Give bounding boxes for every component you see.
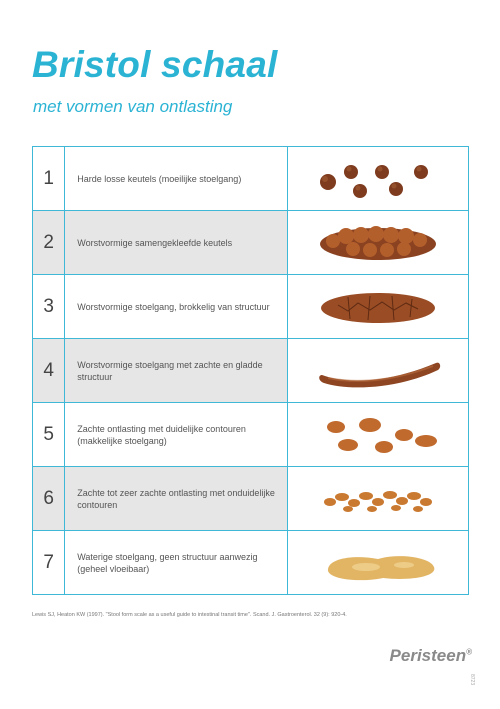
registered-mark: ® [466,647,472,657]
type-number: 5 [33,403,65,467]
page-title: Bristol schaal [32,44,278,85]
scale-row-7 [33,531,469,595]
type-number: 3 [33,275,65,339]
type-number: 4 [33,339,65,403]
type-illustration-cell [287,339,468,403]
type-illustration-cell [287,531,468,595]
type-illustration-cell [287,275,468,339]
document-code: 8723 [468,674,475,686]
reference-citation: Lewis SJ, Heaton KW (1997). "Stool form scale as a useful guide to intestinal transit time". Scand. J. Gastroenterol. 32 (9): 920-4. [32,612,347,618]
smooth-snake-illustration [288,341,468,401]
liquid-puddle-illustration [288,533,468,593]
type-description: Zachte tot zeer zachte ontlasting met onduidelijke contouren [65,467,288,531]
type-description: Worstvormige stoelgang, brokkelig van structuur [65,275,288,339]
type-illustration-cell [287,403,468,467]
type-illustration-cell [287,147,468,211]
hard-lumps-illustration [288,149,468,209]
scale-row-1 [33,147,469,211]
type-description: Worstvormige stoelgang met zachte en gladde structuur [65,339,288,403]
soft-blobs-illustration [288,405,468,465]
brand-name: Peristeen [389,646,467,665]
scale-row-6 [33,467,469,531]
type-description: Zachte ontlasting met duidelijke contouren (makkelijke stoelgang) [65,403,288,467]
type-description: Waterige stoelgang, geen structuur aanwezig (geheel vloeibaar) [65,531,288,595]
type-description: Harde losse keutels (moeilijke stoelgang) [65,147,288,211]
scale-row-3 [33,275,469,339]
type-number: 1 [33,147,65,211]
type-number: 7 [33,531,65,595]
scale-row-5 [33,403,469,467]
peristeen-logo [390,646,472,666]
type-number: 2 [33,211,65,275]
type-description: Worstvormige samengekleefde keutels [65,211,288,275]
bristol-scale-table [32,146,469,595]
lumpy-sausage-illustration [288,213,468,273]
scale-row-2 [33,211,469,275]
mushy-pieces-illustration [288,469,468,529]
type-illustration-cell [287,211,468,275]
type-illustration-cell [287,467,468,531]
cracked-sausage-illustration [288,277,468,337]
page-subtitle: met vormen van ontlasting [33,97,233,116]
scale-row-4 [33,339,469,403]
type-number: 6 [33,467,65,531]
